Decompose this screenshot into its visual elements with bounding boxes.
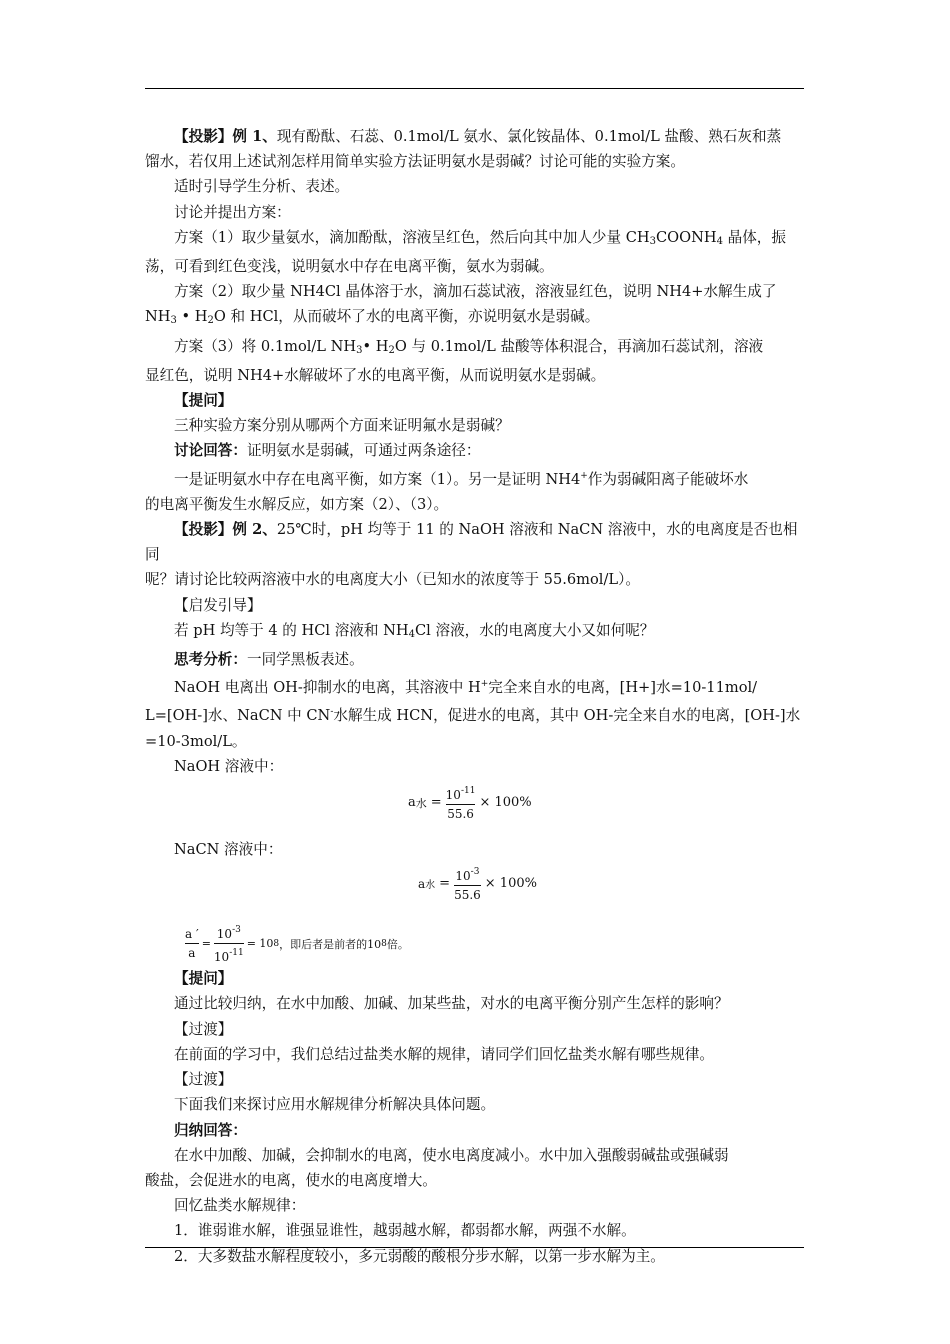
- text-line: 下面我们来探讨应用水解规律分析解决具体问题。: [174, 1096, 496, 1114]
- fraction: $\frac{a '}{a}$: [185, 927, 199, 961]
- label-guidance: 【启发引导】: [174, 596, 262, 614]
- text-line: 在水中加酸、加碱，会抑制水的电离，使水电离度减小。水中加入强酸弱碱盐或强碱弱: [174, 1146, 729, 1164]
- header-rule: [145, 88, 804, 89]
- plan-1: 方案（1）取少量氨水，滴加酚酞，溶液呈红色，然后向其中加人少量 $CH_3COONH_4$ 晶体，振: [174, 228, 786, 247]
- text-line: 通过比较归纳，在水中加酸、加碱、加某些盐，对水的电离平衡分别产生怎样的影响？: [174, 995, 729, 1013]
- fraction: $\frac{10^{-3}}{55.6}$: [454, 867, 481, 903]
- text-line: 的电离平衡发生水解反应，如方案（2）、（3）。: [145, 495, 449, 513]
- text-line: =10-3mol/L。: [145, 732, 247, 750]
- fraction: $\frac{10^{-3}}{10^{-11}}$: [213, 925, 244, 965]
- rule-item-1: 1．谁弱谁水解，谁强显谁性，越弱越水解，都弱都水解，两强不水解。: [174, 1222, 636, 1240]
- text-line: 馏水，若仅用上述试剂怎样用简单实验方法证明氨水是弱碱？讨论可能的实验方案。: [145, 153, 685, 171]
- text-line: 适时引导学生分析、表述。: [174, 178, 350, 196]
- formula-naoh: a 水 = $\frac{10^{-11}}{55.6}$ × 100%: [145, 779, 805, 837]
- text-line: NaCN 溶液中：: [174, 841, 283, 859]
- formula-ratio: $\frac{a '}{a}$ = $\frac{10^{-3}}{10^{-11}}$ = 10 8 ，即后者是前者的10 8 倍。: [145, 920, 805, 966]
- label-transition: 【过渡】: [174, 1071, 233, 1089]
- discussion-answer: 讨论回答：证明氨水是弱碱，可通过两条途径：: [174, 442, 481, 460]
- rule-item-2: 2．大多数盐水解程度较小，多元弱酸的酸根分步水解，以第一步水解为主。: [174, 1247, 665, 1265]
- text-line: 讨论并提出方案：: [174, 203, 291, 221]
- plan-2: 方案（2）取少量 NH4Cl 晶体溶于水，滴加石蕊试液，溶液显红色，说明 NH4+水解生成了: [174, 283, 777, 301]
- text-line: L=[OH-]水、NaCN 中 CN-水解生成 HCN，促进水的电离，其中 OH-完全来自水的电离，[OH-]水: [145, 707, 801, 725]
- label-question: 【提问】: [174, 392, 233, 410]
- summary-answer: 归纳回答：: [174, 1121, 247, 1139]
- text-line: 荡，可看到红色变浅，说明氨水中存在电离平衡，氨水为弱碱。: [145, 258, 554, 276]
- text-line: 一是证明氨水中存在电离平衡，如方案（1）。另一是证明 NH4+作为弱碱阳离子能破坏水: [174, 470, 749, 488]
- formula-nacn: a 水 = $\frac{10^{-3}}{55.6}$ × 100%: [145, 862, 805, 920]
- text-line: 在前面的学习中，我们总结过盐类水解的规律，请同学们回忆盐类水解有哪些规律。: [174, 1045, 714, 1063]
- text-line: NaOH 电离出 OH-抑制水的电离，其溶液中 H+完全来自水的电离，[H+]水=10-11mol/: [174, 679, 758, 697]
- text-line: 三种实验方案分别从哪两个方面来证明氟水是弱碱？: [174, 417, 510, 435]
- text-line: 显红色，说明 NH4+水解破坏了水的电离平衡，从而说明氨水是弱碱。: [145, 366, 606, 384]
- plan-3: 方案（3）将 0.1mol/L $NH_3•$ $H_2O$ 与 0.1mol/L 盐酸等体积混合，再滴加石蕊试剂，溶液: [174, 337, 764, 356]
- fraction: $\frac{10^{-11}}{55.6}$: [445, 786, 476, 822]
- think-analysis: 思考分析：一同学黑板表述。: [174, 651, 364, 669]
- paragraph-example2: 【投影】例 2、25℃时，pH 均等于 11 的 NaOH 溶液和 NaCN 溶液中，水的电离度是否也相同: [145, 521, 798, 564]
- text-line: $NH_3$ • $H_2O$ 和 HCl，从而破坏了水的电离平衡，亦说明氨水是弱碱。: [145, 308, 600, 327]
- label-question-2: 【提问】: [174, 970, 233, 988]
- text-line: 酸盐，会促进水的电离，使水的电离度增大。: [145, 1171, 437, 1189]
- footer-rule: [145, 1247, 804, 1248]
- label-example-1: 例 1、: [232, 128, 277, 145]
- label-transition: 【过渡】: [174, 1020, 233, 1038]
- paragraph-example1: 【投影】例 1、现有酚酞、石蕊、0.1mol/L 氨水、氯化铵晶体、0.1mol/L 盐酸、熟石灰和蒸: [174, 128, 782, 145]
- document-body: [145, 124, 805, 1269]
- text-line: 呢？请讨论比较两溶液中水的电离度大小（已知水的浓度等于 55.6mol/L）。: [145, 571, 640, 589]
- text-line: 回忆盐类水解规律：: [174, 1197, 306, 1215]
- text-line: NaOH 溶液中：: [174, 757, 284, 775]
- label-projection: 【投影】: [174, 128, 233, 145]
- text-line: 若 pH 均等于 4 的 HCl 溶液和 $NH_4Cl$ 溶液，水的电离度大小又如何呢？: [174, 621, 655, 640]
